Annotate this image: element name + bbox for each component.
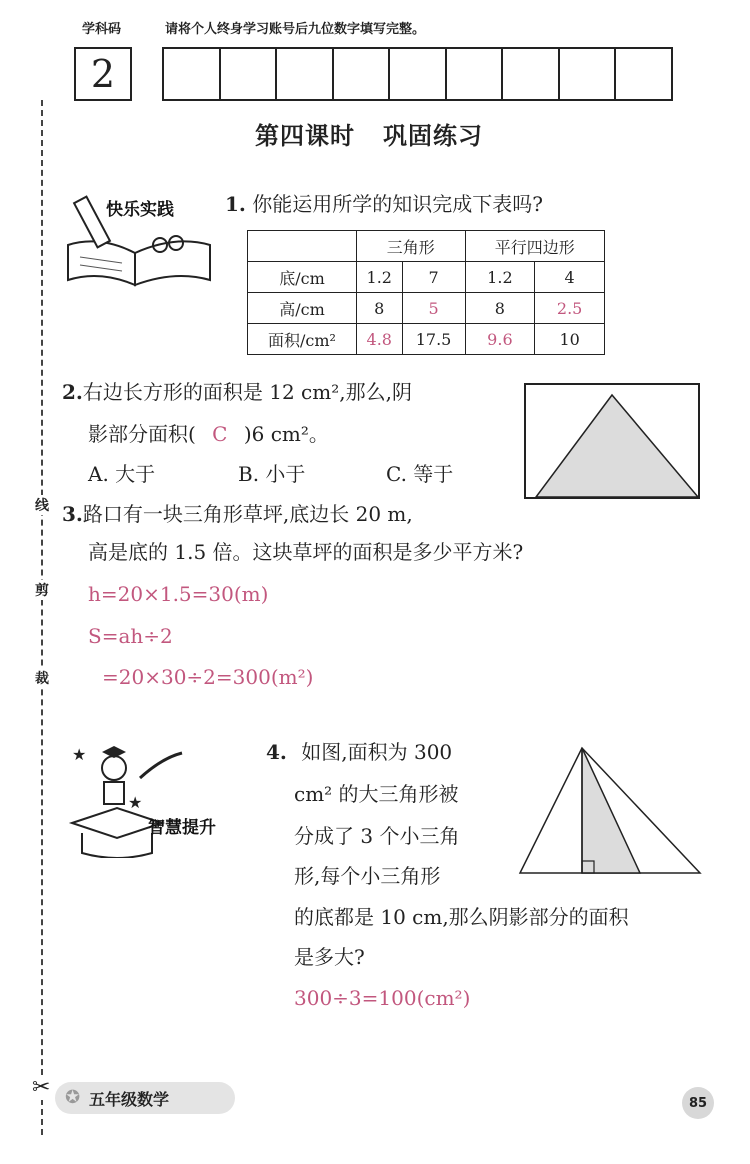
instruction-text: 请将个人终身学习账号后九位数字填写完整。 bbox=[165, 22, 426, 37]
table-cell: 4 bbox=[535, 262, 605, 293]
question-text: 你能运用所学的知识完成下表吗? bbox=[252, 192, 543, 216]
footer-grade-label bbox=[55, 1082, 235, 1114]
table-cell: 17.5 bbox=[402, 324, 465, 355]
table-cell: 8 bbox=[465, 293, 535, 324]
subject-code-box bbox=[74, 47, 132, 101]
answer-cell[interactable]: 9.6 bbox=[465, 324, 535, 355]
happy-practice-badge bbox=[60, 185, 220, 295]
table-cell: 1.2 bbox=[465, 262, 535, 293]
area-table bbox=[247, 230, 605, 355]
footer-label: 五年级数学 bbox=[89, 1089, 170, 1109]
svg-text:★: ★ bbox=[72, 745, 87, 764]
row-label: 面积/cm² bbox=[248, 324, 357, 355]
cut-label-trim: 裁 bbox=[33, 668, 51, 688]
answer-cell[interactable]: 5 bbox=[402, 293, 465, 324]
question-text: 如图,面积为 300 bbox=[301, 740, 453, 764]
wisdom-upgrade-badge bbox=[62, 738, 252, 858]
answer-cell[interactable]: 2.5 bbox=[535, 293, 605, 324]
digit-box[interactable] bbox=[219, 47, 278, 101]
account-digit-boxes[interactable] bbox=[162, 47, 671, 101]
question-2-line2 bbox=[88, 420, 329, 448]
cut-label-line: 线 bbox=[33, 495, 51, 515]
digit-box[interactable] bbox=[558, 47, 617, 101]
question-4-line: 形,每个小三角形 bbox=[294, 864, 441, 888]
digit-box[interactable] bbox=[162, 47, 221, 101]
lesson-title bbox=[255, 116, 483, 151]
options-row bbox=[88, 460, 488, 488]
digit-box[interactable] bbox=[445, 47, 504, 101]
question-4-line: 分成了 3 个小三角 bbox=[294, 824, 460, 848]
digit-box[interactable] bbox=[501, 47, 560, 101]
answer-line-3[interactable]: =20×30÷2=300(m²) bbox=[102, 665, 314, 689]
row-label: 高/cm bbox=[248, 293, 357, 324]
question-text: 影部分面积( bbox=[88, 422, 196, 446]
question-3-line2: 高是底的 1.5 倍。这块草坪的面积是多少平方米? bbox=[88, 540, 524, 564]
table-row bbox=[248, 262, 605, 293]
question-number: 4. bbox=[266, 740, 287, 764]
page-number-text: 85 bbox=[688, 1095, 708, 1111]
triangle-diagram bbox=[518, 745, 702, 875]
table-cell: 10 bbox=[535, 324, 605, 355]
answer-cell[interactable]: 4.8 bbox=[357, 324, 403, 355]
question-number: 1. bbox=[225, 192, 246, 216]
row-label: 底/cm bbox=[248, 262, 357, 293]
star-icon: ✪ bbox=[65, 1087, 81, 1108]
answer-line-1[interactable]: h=20×1.5=30(m) bbox=[88, 582, 269, 606]
option-b[interactable]: B. 小于 bbox=[238, 462, 306, 486]
question-4 bbox=[266, 738, 452, 766]
answer-blank[interactable]: C bbox=[212, 422, 228, 446]
wisdom-upgrade-label: 智慧提升 bbox=[148, 818, 216, 838]
option-c[interactable]: C. 等于 bbox=[386, 462, 454, 486]
question-2 bbox=[62, 378, 412, 406]
scissors-icon: ✂ bbox=[32, 1075, 51, 1100]
happy-practice-label: 快乐实践 bbox=[106, 200, 174, 220]
lesson-topic: 巩固练习 bbox=[383, 122, 483, 150]
page-number bbox=[682, 1087, 714, 1119]
table-header-triangle: 三角形 bbox=[357, 231, 466, 262]
cut-line bbox=[41, 100, 43, 1135]
digit-box[interactable] bbox=[388, 47, 447, 101]
question-4-line: cm² 的大三角形被 bbox=[294, 782, 459, 806]
student-graduation-icon bbox=[62, 738, 252, 858]
answer-line[interactable]: 300÷3=100(cm²) bbox=[294, 986, 471, 1010]
subject-code-label: 学科码 bbox=[82, 22, 122, 37]
table-corner-cell bbox=[248, 231, 357, 262]
table-row bbox=[248, 293, 605, 324]
question-4-line: 的底都是 10 cm,那么阴影部分的面积 bbox=[294, 905, 629, 929]
question-number: 3. bbox=[62, 502, 83, 526]
question-4-line: 是多大? bbox=[294, 945, 365, 969]
lesson-number: 第四课时 bbox=[255, 122, 355, 150]
digit-box[interactable] bbox=[332, 47, 391, 101]
question-1 bbox=[225, 190, 543, 218]
table-header-parallelogram: 平行四边形 bbox=[465, 231, 604, 262]
table-row bbox=[248, 324, 605, 355]
answer-line-2[interactable]: S=ah÷2 bbox=[88, 624, 173, 648]
subject-code-value: 2 bbox=[90, 52, 116, 96]
question-text: )6 cm²。 bbox=[243, 422, 329, 446]
question-text: 右边长方形的面积是 12 cm²,那么,阴 bbox=[82, 380, 412, 404]
question-text: 路口有一块三角形草坪,底边长 20 m, bbox=[82, 502, 413, 526]
cut-label-cut: 剪 bbox=[33, 580, 51, 600]
digit-box[interactable] bbox=[275, 47, 334, 101]
digit-box[interactable] bbox=[614, 47, 673, 101]
table-cell: 7 bbox=[402, 262, 465, 293]
svg-text:★: ★ bbox=[128, 793, 143, 812]
option-a[interactable]: A. 大于 bbox=[88, 462, 156, 486]
table-cell: 1.2 bbox=[357, 262, 403, 293]
rectangle-diagram bbox=[524, 383, 700, 499]
question-3 bbox=[62, 500, 413, 528]
question-number: 2. bbox=[62, 380, 83, 404]
table-cell: 8 bbox=[357, 293, 403, 324]
